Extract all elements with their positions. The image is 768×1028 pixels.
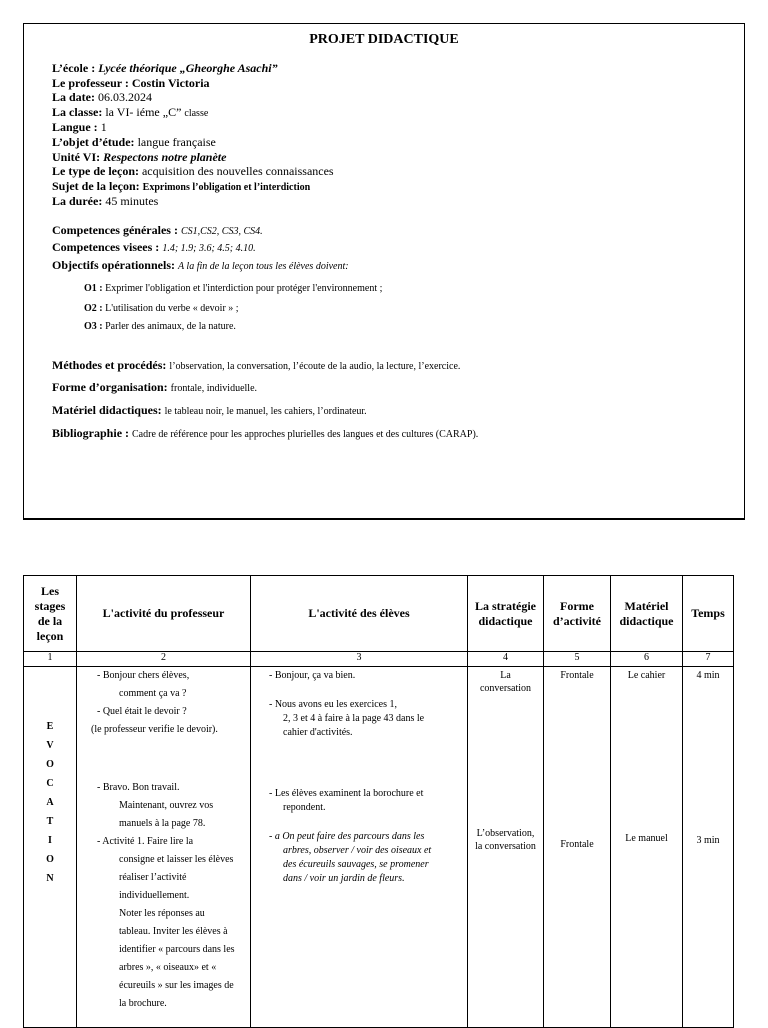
lesson-plan-header-page (23, 23, 745, 520)
strategie-cell: La conversation L’observation, la conversation (468, 667, 544, 1028)
objective-item (84, 303, 239, 314)
temps-cell: 4 min 3 min (683, 667, 734, 1028)
type-line (52, 164, 334, 178)
stage-cell (24, 667, 77, 1028)
header-prof: L'activité du professeur (77, 576, 251, 652)
prof-line: la brochure. (119, 998, 167, 1009)
professeur-label: Le professeur : (52, 76, 129, 90)
column-number: 4 (468, 652, 544, 667)
forme-value: frontale, individuelle. (170, 383, 258, 394)
prof-line: - Bonjour chers élèves, (97, 670, 190, 681)
objet-label: L’objet d’étude: (52, 135, 135, 149)
date-value: 06.03.2024 (98, 90, 152, 104)
prof-line: (le professeur verifie le devoir). (91, 724, 218, 735)
objectifs-label: Objectifs opérationnels: (52, 258, 175, 272)
objet-value: langue française (137, 135, 216, 149)
prof-line: - Activité 1. Faire lire la (97, 836, 194, 847)
methodes-line (52, 358, 460, 374)
forme-cell: Frontale Frontale (544, 667, 611, 1028)
eleves-line: dans / voir un jardin de fleurs. (283, 873, 405, 884)
prof-line: - Quel était le devoir ? (97, 706, 187, 717)
biblio-value: Cadre de référence pour les approches plurielles des langues et des cultures (CARAP). (132, 429, 479, 440)
comp-vis-value: 1.4; 1.9; 3.6; 4.5; 4.10. (162, 243, 256, 254)
materiel-value: le tableau noir, le manuel, les cahiers, l’ordinateur. (164, 406, 367, 417)
objective-text: Exprimer l'obligation et l'interdiction pour protéger l'environnement ; (105, 283, 383, 294)
unite-line (52, 150, 226, 164)
ecole-line (52, 61, 278, 75)
objective-item (84, 283, 382, 294)
lesson-stages-table (23, 575, 734, 1028)
objective-code: O3 : (84, 321, 103, 332)
header-temps: Temps (683, 576, 734, 652)
duree-line (52, 194, 158, 208)
objective-text: L'utilisation du verbe « devoir » ; (105, 303, 239, 314)
eleves-line: - Bonjour, ça va bien. (269, 670, 356, 681)
duree-label: La durée: (52, 194, 103, 208)
column-number: 1 (24, 652, 77, 667)
prof-line: comment ça va ? (119, 688, 187, 699)
objectifs-value: A la fin de la leçon tous les élèves doivent: (177, 261, 349, 272)
ecole-label: L’école : (52, 61, 96, 75)
prof-line: individuellement. (119, 890, 190, 901)
header-stages: Les stages de la leçon (24, 576, 77, 652)
eleves-line: 2, 3 et 4 à faire à la page 43 dans le (283, 713, 425, 724)
eleves-activity-cell (251, 667, 468, 1028)
ecole-value: Lycée théorique „Gheorghe Asachi” (98, 61, 278, 75)
prof-line: Maintenant, ouvrez vos (119, 800, 214, 811)
prof-line: tableau. Inviter les élèves à (119, 926, 228, 937)
prof-line: réaliser l’activité (119, 872, 187, 883)
forme-label: Forme d’organisation: (52, 380, 168, 394)
eleves-line: - Nous avons eu les exercices 1, (269, 699, 398, 710)
forme-line (52, 380, 257, 396)
column-number: 2 (77, 652, 251, 667)
unite-label: Unité VI: (52, 150, 101, 164)
biblio-label: Bibliographie : (52, 426, 130, 440)
comp-vis-label: Competences visees : (52, 240, 160, 254)
prof-line: manuels à la page 78. (119, 818, 206, 829)
prof-line: consigne et laisser les élèves (119, 854, 234, 865)
sujet-line (52, 179, 310, 195)
professeur-line (52, 76, 210, 90)
materiel-label: Matériel didactiques: (52, 403, 162, 417)
page-title: PROJET DIDACTIQUE (309, 32, 459, 47)
methodes-value: l’observation, la conversation, l’écoute de la audio, la lecture, l’exercice. (169, 361, 461, 372)
prof-line: arbres », « oiseaux» et « (119, 962, 217, 973)
langue-label: Langue : (52, 120, 98, 134)
date-line (52, 90, 152, 104)
header-strategie: La stratégie didactique (468, 576, 544, 652)
classe-line (52, 105, 208, 121)
header-materiel: Matériel didactique (611, 576, 683, 652)
comp-gen-value: CS1,CS2, CS3, CS4. (180, 226, 263, 237)
duree-value: 45 minutes (105, 194, 159, 208)
header-forme: Forme d’activité (544, 576, 611, 652)
type-value: acquisition des nouvelles connaissances (141, 164, 334, 178)
column-number: 7 (683, 652, 734, 667)
objective-code: O2 : (84, 303, 103, 314)
eleves-line: - Les élèves examinent la borochure et (269, 788, 424, 799)
objective-item (84, 321, 236, 332)
table-row (24, 667, 734, 1028)
eleves-line: arbres, observer / voir des oiseaux et (283, 845, 432, 856)
classe-label: La classe: (52, 105, 103, 119)
eleves-line: repondent. (283, 802, 326, 813)
objective-code: O1 : (84, 283, 103, 294)
stage-evocation: E V O C A T I O N (46, 721, 54, 884)
methodes-label: Méthodes et procédés: (52, 358, 167, 372)
unite-value: Respectons notre planète (103, 150, 227, 164)
objective-text: Parler des animaux, de la nature. (105, 321, 236, 332)
competences-generales-line (52, 223, 263, 239)
type-label: Le type de leçon: (52, 164, 139, 178)
column-number: 5 (544, 652, 611, 667)
column-number: 6 (611, 652, 683, 667)
header-eleves: L'activité des élèves (251, 576, 468, 652)
prof-line: écureuils » sur les images de (119, 980, 234, 991)
prof-line: identifier « parcours dans les (119, 944, 235, 955)
prof-line: Noter les réponses au (119, 908, 205, 919)
prof-activity-cell (77, 667, 251, 1028)
eleves-line: cahier d'activités. (283, 727, 353, 738)
table-header-row (24, 576, 734, 652)
classe-value: la VI- iéme „C” (105, 105, 182, 119)
competences-visees-line (52, 240, 256, 256)
materiel-cell: Le cahier Le manuel (611, 667, 683, 1028)
sujet-value: Exprimons l’obligation et l’interdiction (142, 182, 311, 193)
prof-line: - Bravo. Bon travail. (97, 782, 180, 793)
objectifs-line (52, 258, 349, 274)
date-label: La date: (52, 90, 95, 104)
comp-gen-label: Competences générales : (52, 223, 178, 237)
langue-line (52, 120, 107, 134)
professeur-value: Costin Victoria (131, 76, 210, 90)
eleves-line: - a On peut faire des parcours dans les (269, 831, 425, 842)
eleves-line: des écureuils sauvages, se promener (283, 859, 429, 870)
classe-suffix: classe (184, 108, 209, 119)
column-number-row (24, 652, 734, 667)
column-number: 3 (251, 652, 468, 667)
bibliographie-line (52, 426, 478, 442)
langue-value: 1 (100, 120, 107, 134)
sujet-label: Sujet de la leçon: (52, 179, 140, 193)
materiel-line (52, 403, 367, 419)
objet-line (52, 135, 216, 149)
